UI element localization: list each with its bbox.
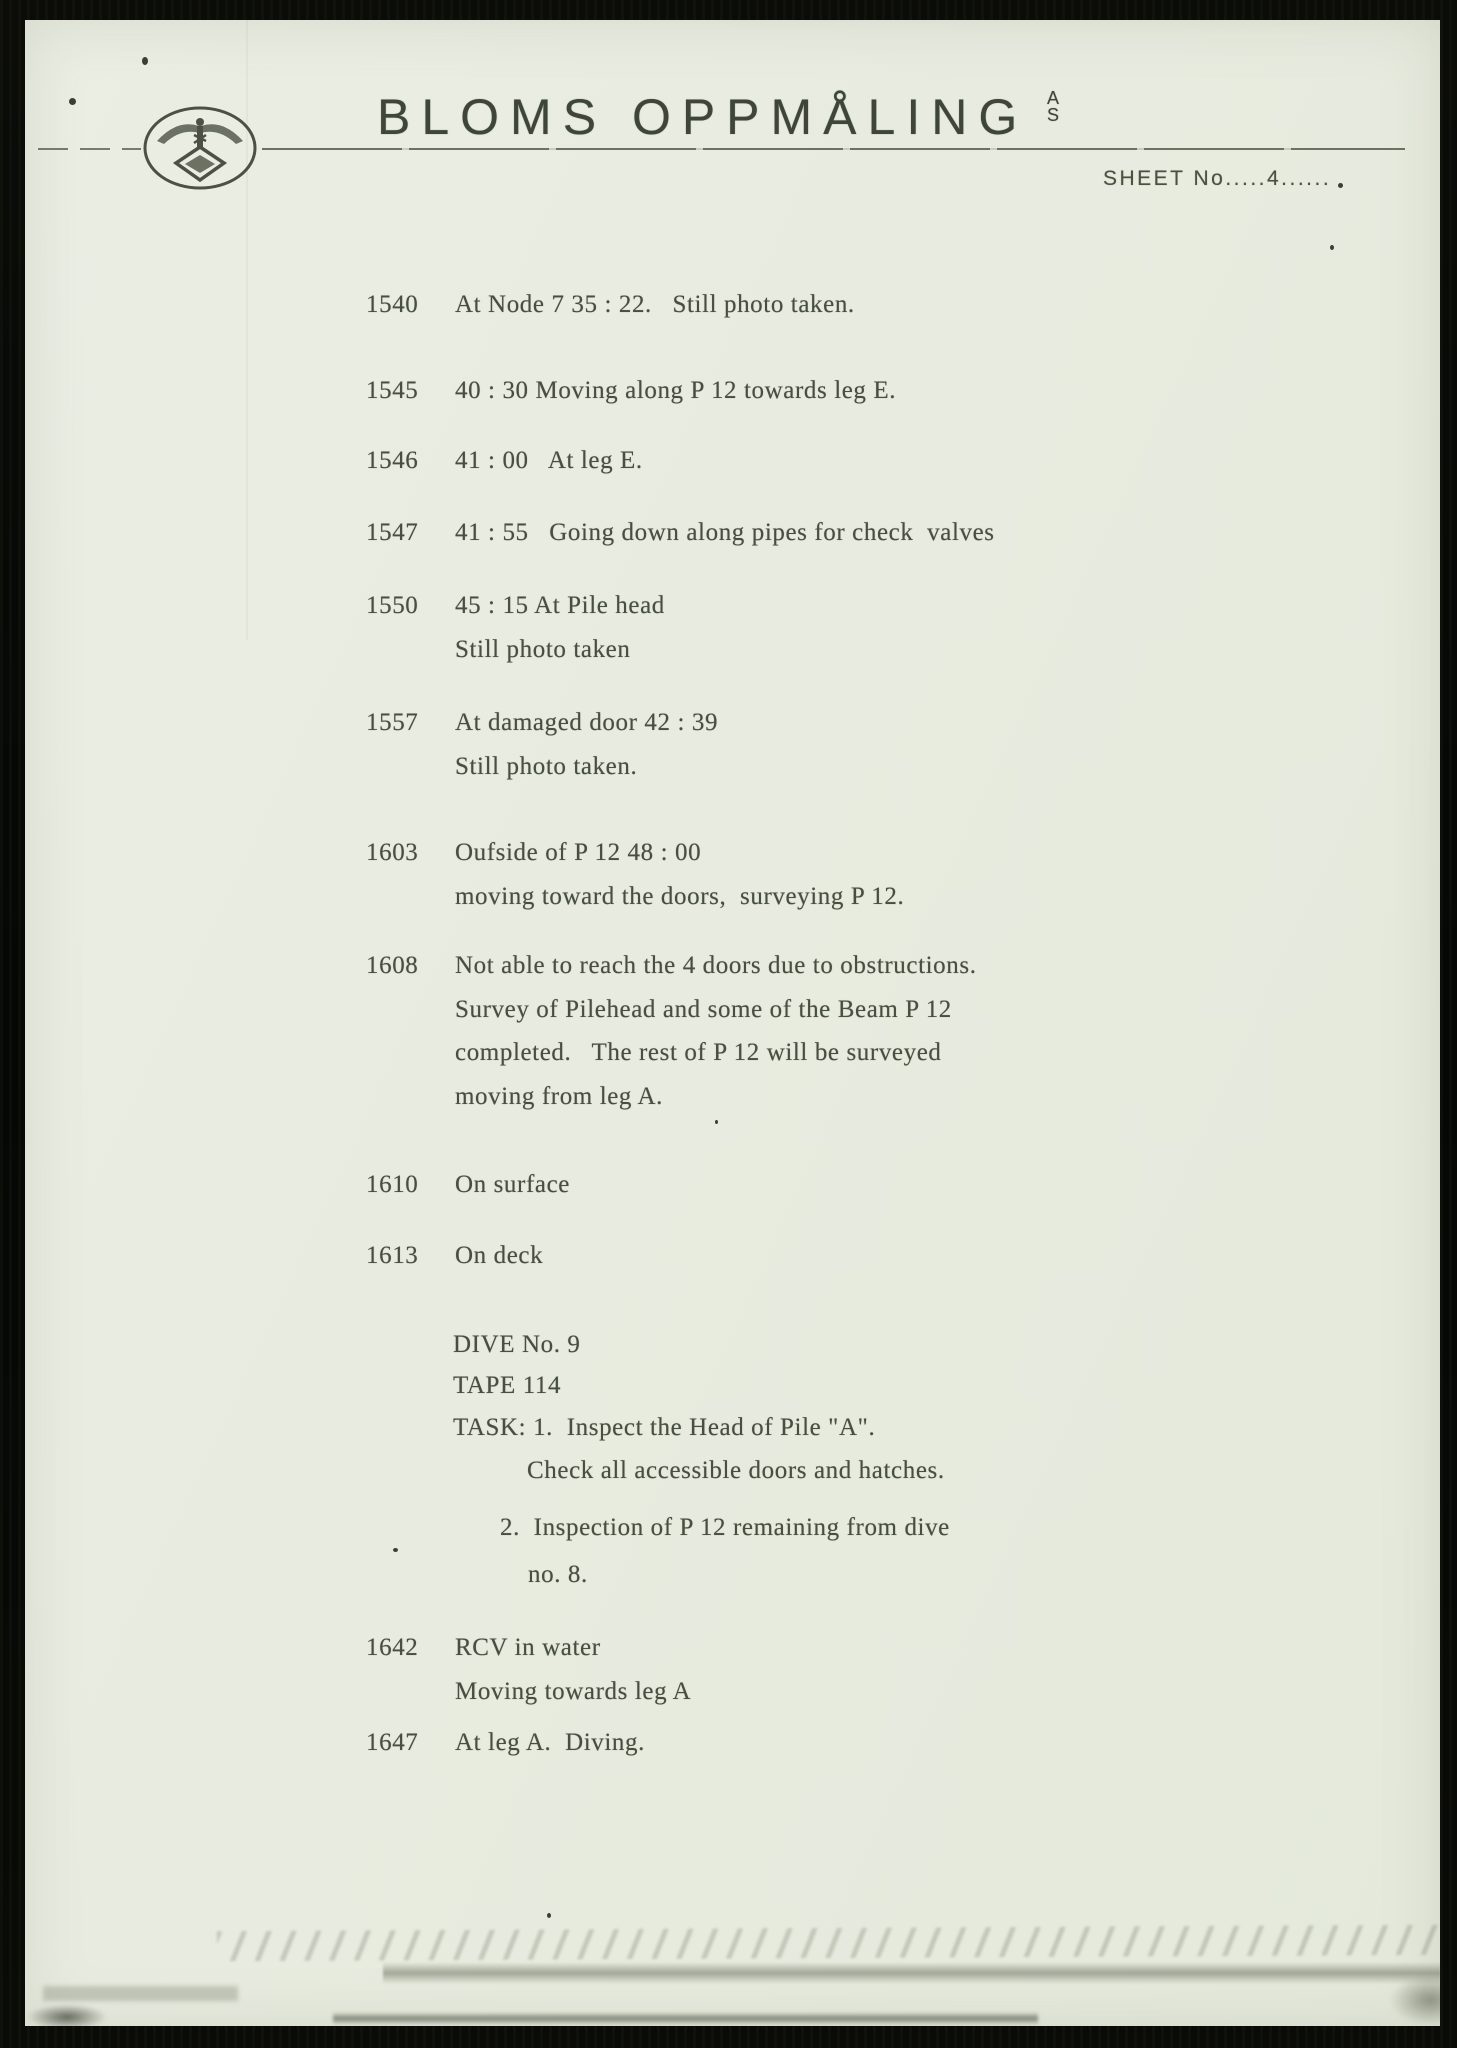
entry-text: Moving towards leg A bbox=[455, 1677, 692, 1705]
scan-artifact bbox=[43, 1986, 238, 2001]
task-line-1: TASK: 1. Inspect the Head of Pile "A". bbox=[453, 1414, 876, 1441]
entry-time: 1557 bbox=[366, 709, 419, 736]
scan-speck bbox=[1338, 183, 1343, 188]
entry-text: 41 : 00 At leg E. bbox=[455, 447, 643, 474]
scan-speck bbox=[1330, 245, 1334, 250]
scan-speck bbox=[393, 1548, 398, 1552]
sheet-number: SHEET No.....4...... bbox=[1103, 167, 1332, 190]
entry-text: moving toward the doors, surveying P 12. bbox=[455, 882, 905, 910]
paper-sheet bbox=[25, 20, 1440, 2026]
header-rule-left bbox=[38, 148, 141, 150]
entry-text: At Node 7 35 : 22. Still photo taken. bbox=[455, 291, 855, 318]
entry-text: 40 : 30 Moving along P 12 towards leg E. bbox=[455, 377, 897, 404]
entry-text: 45 : 15 At Pile head bbox=[455, 592, 665, 619]
scan-speck bbox=[142, 57, 148, 65]
surveyor-emblem-icon bbox=[141, 105, 259, 191]
entry-text: At damaged door 42 : 39 bbox=[455, 709, 719, 736]
scan-artifact bbox=[27, 2004, 107, 2026]
company-logo bbox=[141, 105, 259, 191]
entry-text: Survey of Pilehead and some of the Beam P 12 bbox=[455, 995, 952, 1023]
dive-number: DIVE No. 9 bbox=[453, 1331, 581, 1358]
entry-text: Not able to reach the 4 doors due to obstructions. bbox=[455, 952, 977, 979]
suffix-a: A bbox=[1047, 88, 1060, 108]
entry-time: 1550 bbox=[366, 592, 419, 619]
entry-text: Oufside of P 12 48 : 00 bbox=[455, 839, 702, 866]
entry-text: On deck bbox=[455, 1242, 544, 1269]
company-suffix bbox=[1047, 90, 1059, 124]
entry-text: moving from leg A. bbox=[455, 1082, 664, 1110]
scan-speck bbox=[69, 98, 76, 105]
entry-time: 1603 bbox=[366, 839, 419, 866]
entry-time: 1608 bbox=[366, 952, 419, 979]
task2-line-2: no. 8. bbox=[528, 1561, 588, 1588]
task-line-2: Check all accessible doors and hatches. bbox=[527, 1457, 945, 1484]
scan-speck bbox=[547, 1913, 551, 1918]
header-rule-right bbox=[262, 148, 1405, 150]
entry-time: 1547 bbox=[366, 519, 419, 546]
entry-time: 1545 bbox=[366, 377, 419, 404]
entry-text: Still photo taken. bbox=[455, 752, 638, 780]
entry-text: 41 : 55 Going down along pipes for check valves bbox=[455, 519, 995, 546]
entry-text: On surface bbox=[455, 1171, 570, 1198]
entry-time: 1647 bbox=[366, 1729, 419, 1756]
entry-text: completed. The rest of P 12 will be surveyed bbox=[455, 1039, 942, 1066]
entry-time: 1540 bbox=[366, 291, 419, 318]
scan-artifact bbox=[383, 1962, 1440, 1984]
scan-artifact bbox=[333, 2012, 1038, 2025]
entry-text: At leg A. Diving. bbox=[455, 1729, 645, 1756]
entry-time: 1613 bbox=[366, 1242, 419, 1269]
scan-artifact bbox=[1390, 1975, 1440, 2025]
tape-number: TAPE 114 bbox=[453, 1372, 562, 1399]
entry-time: 1610 bbox=[366, 1171, 419, 1198]
entry-time: 1642 bbox=[366, 1634, 419, 1661]
entry-text: Still photo taken bbox=[455, 635, 631, 663]
scan-artifact bbox=[217, 1925, 1440, 1961]
entry-text: RCV in water bbox=[455, 1634, 601, 1661]
suffix-s: S bbox=[1047, 105, 1060, 125]
company-name: BLOMS OPPMÅLING bbox=[377, 89, 1029, 145]
scan-speck bbox=[715, 1120, 718, 1124]
task2-line-1: 2. Inspection of P 12 remaining from dive bbox=[500, 1514, 950, 1541]
entry-time: 1546 bbox=[366, 447, 419, 474]
